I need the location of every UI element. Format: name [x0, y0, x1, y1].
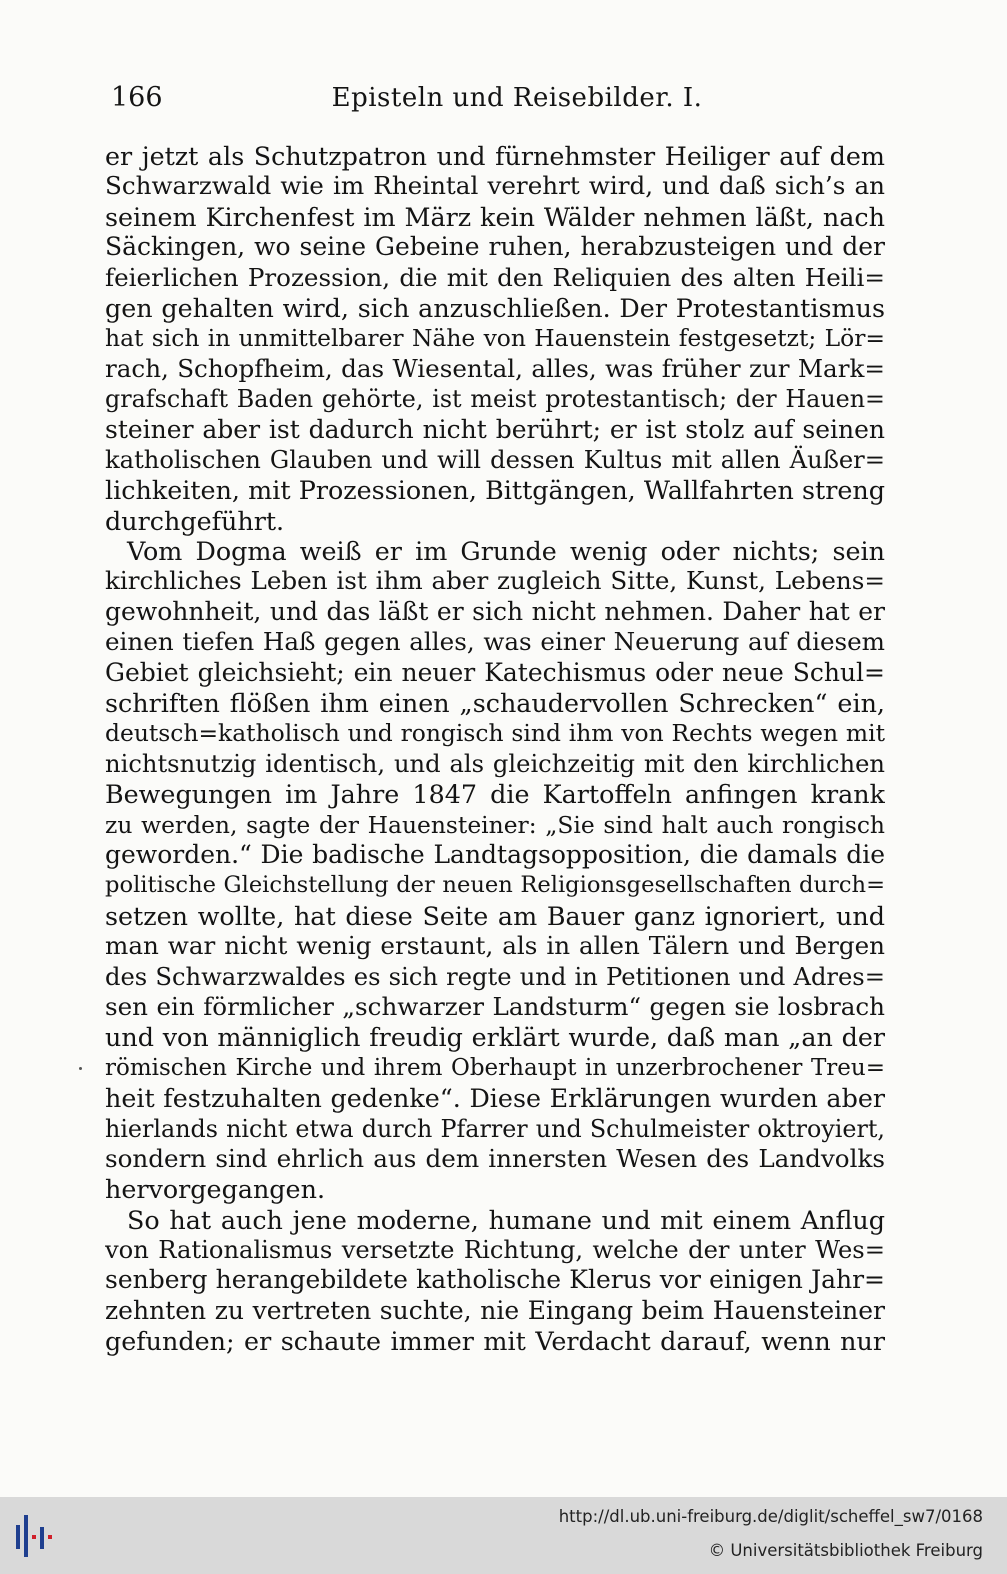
- logo-dot-red-2: [48, 1535, 52, 1539]
- text-line: durchgeführt.: [105, 505, 285, 536]
- library-logo-icon: [12, 1511, 66, 1561]
- text-line: gewohnheit, und das läßt er sich nicht nehmen. Daher hat er: [105, 596, 885, 626]
- running-title: Episteln und Reisebilder. I.: [331, 83, 703, 113]
- text-line: Bewegungen im Jahre 1847 die Kartoffeln anfingen krank: [105, 779, 885, 810]
- text-line: grafschaft Baden gehörte, ist meist protestantisch; der Hauen=: [105, 385, 885, 414]
- text-line: sondern sind ehrlich aus dem innersten Wesen des Landvolks: [105, 1143, 885, 1173]
- text-line: seinem Kirchenfest im März kein Wälder nehmen läßt, nach: [105, 201, 885, 232]
- logo-dot-red: [32, 1535, 36, 1539]
- text-line: gen gehalten wird, sich anzuschließen. Der Protestantismus: [105, 292, 885, 323]
- running-head: [107, 78, 887, 118]
- page-number: 166: [111, 82, 163, 113]
- logo-bar-center: [24, 1515, 28, 1557]
- text-line: von Rationalismus versetzte Richtung, welche der unter Wes=: [105, 1236, 885, 1265]
- text-line: und von männiglich freudig erklärt wurde, daß man „an der: [105, 1022, 885, 1053]
- logo-bar-right: [40, 1527, 44, 1549]
- text-line: steiner aber ist dadurch nicht berührt; er ist stolz auf seinen: [105, 414, 885, 444]
- text-line: römischen Kirche und ihrem Oberhaupt in unzerbrochener Treu=: [105, 1054, 885, 1081]
- paragraph-start-line: Vom Dogma weiß er im Grunde wenig oder nichts; sein: [127, 536, 885, 567]
- text-line: deutsch=katholisch und rongisch sind ihm von Rechts wegen mit: [105, 719, 885, 748]
- text-line: sen ein förmlicher „schwarzer Landsturm“ gegen sie losbrach: [105, 991, 885, 1021]
- text-line: zu werden, sagte der Hauensteiner: „Sie sind halt auch rongisch: [105, 810, 885, 839]
- logo-bar-left: [16, 1525, 20, 1549]
- text-line: kirchliches Leben ist ihm aber zugleich Sitte, Kunst, Lebens=: [105, 566, 885, 596]
- text-line: er jetzt als Schutzpatron und fürnehmster Heiliger auf dem: [105, 141, 885, 171]
- text-line: Gebiet gleichsieht; ein neuer Katechismus oder neue Schul=: [105, 657, 885, 687]
- copyright-notice: © Universitätsbibliothek Freiburg: [708, 1541, 983, 1560]
- text-line: geworden.“ Die badische Landtagsopposition, die damals die: [105, 839, 885, 869]
- text-line: gefunden; er schaute immer mit Verdacht darauf, wenn nur: [105, 1326, 885, 1357]
- footer-bar: [0, 1497, 1007, 1574]
- text-line: nichtsnutzig identisch, und als gleichzeitig mit den kirchlichen: [105, 749, 885, 778]
- text-line: hervorgegangen.: [105, 1174, 326, 1205]
- stray-ink-mark: [79, 1067, 82, 1070]
- text-line: lichkeiten, mit Prozessionen, Bittgängen, Wallfahrten streng: [105, 475, 885, 506]
- text-line: man war nicht wenig erstaunt, als in allen Tälern und Bergen: [105, 931, 885, 961]
- text-line: hat sich in unmittelbarer Nähe von Hauenstein festgesetzt; Lör=: [105, 324, 885, 353]
- text-line: heit festzuhalten gedenke“. Diese Erklärungen wurden aber: [105, 1083, 885, 1114]
- text-line: zehnten zu vertreten suchte, nie Eingang beim Hauensteiner: [105, 1295, 885, 1325]
- text-line: einen tiefen Haß gegen alles, was einer Neuerung auf diesem: [105, 627, 885, 657]
- paragraph-start-line: So hat auch jene moderne, humane und mit einem Anflug: [127, 1204, 885, 1235]
- text-line: katholischen Glauben und will dessen Kultus mit allen Äußer=: [105, 445, 885, 474]
- text-line: senberg herangebildete katholische Klerus vor einigen Jahr=: [105, 1265, 885, 1295]
- text-line: rach, Schopfheim, das Wiesental, alles, was früher zur Mark=: [105, 353, 885, 383]
- text-line: hierlands nicht etwa durch Pfarrer und Schulmeister oktroyiert,: [105, 1114, 885, 1143]
- text-line: Schwarzwald wie im Rheintal verehrt wird, und daß sich’s an: [105, 171, 885, 201]
- text-line: schriften flößen ihm einen „schaudervollen Schrecken“ ein,: [105, 688, 885, 719]
- text-line: politische Gleichstellung der neuen Religionsgesellschaften durch=: [105, 872, 885, 899]
- text-line: setzen wollte, hat diese Seite am Bauer ganz ignoriert, und: [105, 900, 885, 931]
- text-line: des Schwarzwaldes es sich regte und in Petitionen und Adres=: [105, 962, 885, 991]
- text-body: [105, 141, 885, 1357]
- text-line: feierlichen Prozession, die mit den Reliquien des alten Heili=: [105, 262, 885, 292]
- source-url-link[interactable]: http://dl.ub.uni-freiburg.de/diglit/scheffel_sw7/0168: [558, 1507, 983, 1526]
- text-line: Säckingen, wo seine Gebeine ruhen, herabzusteigen und der: [105, 232, 885, 262]
